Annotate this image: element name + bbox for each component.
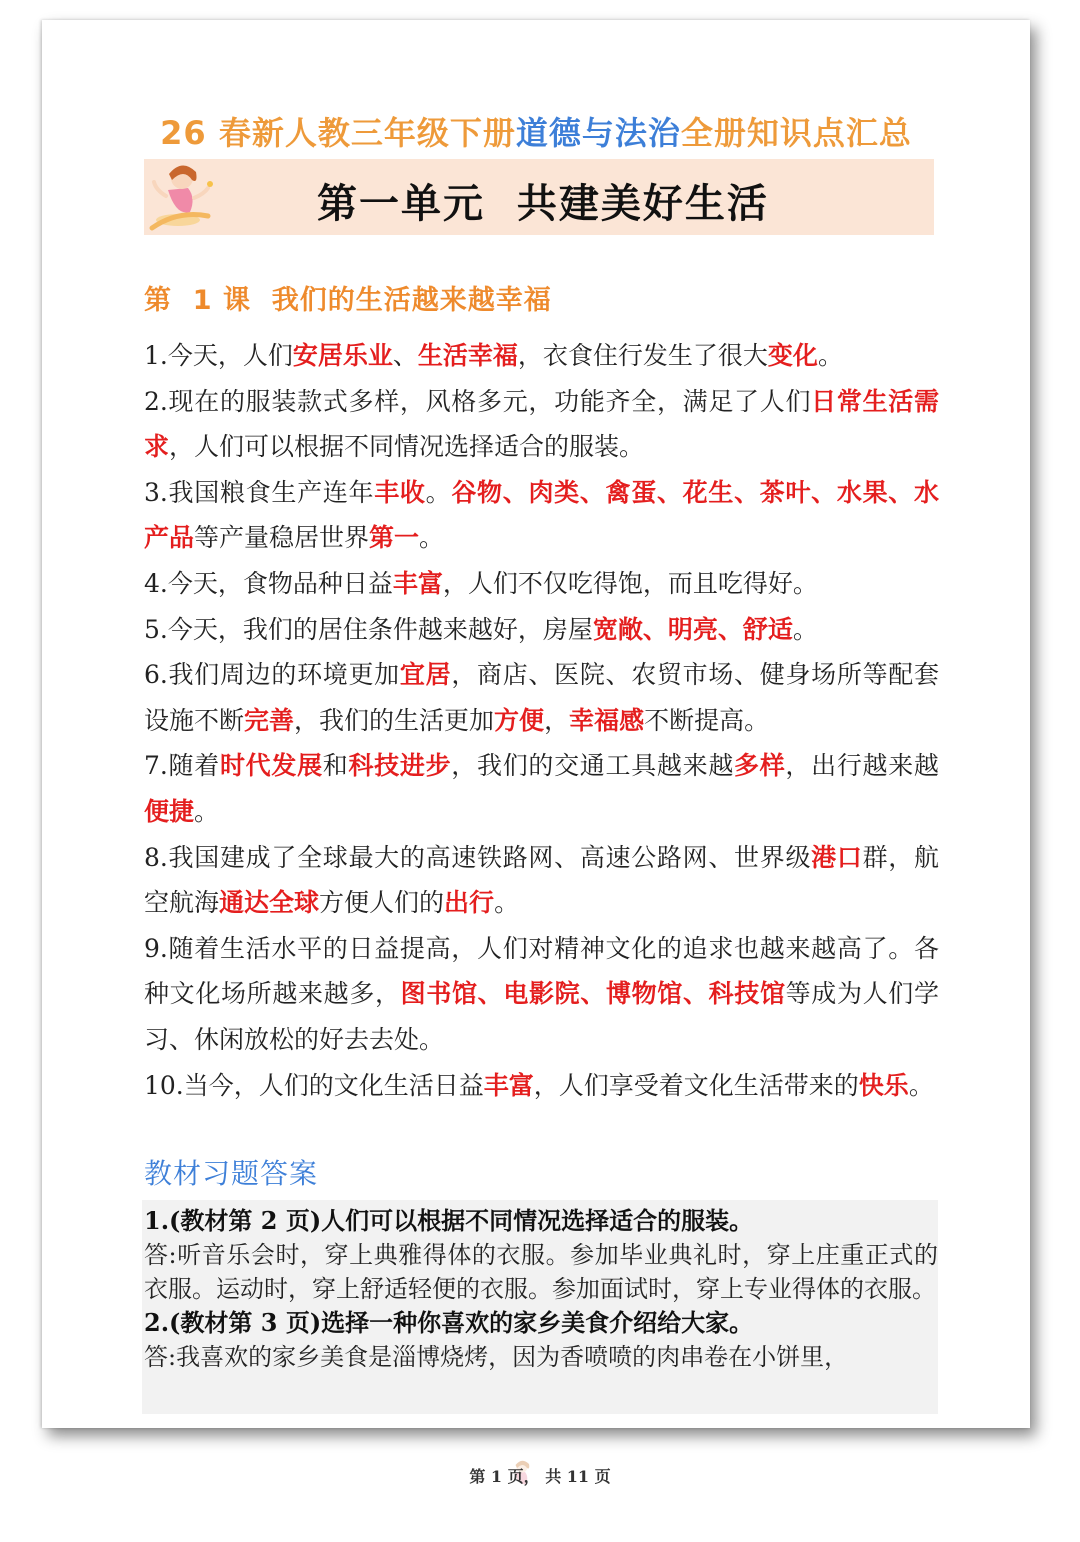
- body-text: 方便人们的: [319, 888, 445, 918]
- body-text: ，我们的交通工具越来越: [451, 751, 735, 781]
- highlight-text: 图书馆、电影院、博物馆、科技馆: [400, 979, 786, 1009]
- exercise-question: 2.(教材第 3 页)选择一种你喜欢的家乡美食介绍给大家。: [144, 1308, 754, 1337]
- body-text: 。: [419, 523, 445, 553]
- highlight-text: 生活幸福: [417, 341, 518, 370]
- document-page: [42, 20, 1030, 1428]
- body-text: 8.我国建成了全球最大的高速铁路网、高速公路网、世界级: [144, 842, 812, 872]
- highlight-text: 丰富: [392, 568, 443, 598]
- body-text: ，商店、医院、农贸市场、健身场所等配套设施不断: [144, 660, 939, 735]
- highlight-text: 日常生活需求: [144, 386, 939, 462]
- title-part-2: 道德与法治: [515, 114, 681, 152]
- knowledge-point: [144, 1063, 939, 1109]
- highlight-text: 科技进步: [348, 751, 452, 781]
- body-text: 4.今天，食物品种日益: [144, 568, 393, 598]
- highlight-text: 安居乐业: [292, 341, 393, 370]
- body-text: ，衣食住行发生了很大: [517, 341, 768, 370]
- highlight-text: 谷物、肉类、禽蛋、花生、茶叶、水果、水产品: [144, 477, 939, 553]
- body-text: 5.今天，我们的居住条件越来越好，房屋: [144, 614, 593, 644]
- body-text: 。: [908, 1070, 934, 1100]
- body-text: 群，航空航海: [144, 842, 939, 918]
- body-text: 3.我国粮食生产连年: [144, 477, 375, 507]
- highlight-text: 丰富: [483, 1070, 534, 1100]
- body-text: 、: [392, 341, 418, 370]
- knowledge-point: [144, 333, 939, 379]
- answers-heading: 教材习题答案: [144, 1157, 319, 1190]
- knowledge-point: [144, 470, 939, 561]
- body-text: 不断提高。: [644, 705, 770, 735]
- highlight-text: 通达全球: [219, 888, 320, 918]
- knowledge-point: [144, 835, 939, 926]
- body-text: 7.随着: [144, 751, 220, 781]
- knowledge-point: [144, 926, 939, 1063]
- lesson-title: 第 1 课 我们的生活越来越幸福: [144, 285, 552, 316]
- knowledge-points-list: [144, 333, 939, 1108]
- body-text: 。: [792, 614, 818, 644]
- body-text: 。: [817, 341, 843, 370]
- exercise-question: 1.(教材第 2 页)人们可以根据不同情况选择适合的服装。: [144, 1206, 754, 1235]
- body-text: 等产量稳居世界: [194, 523, 370, 553]
- body-text: ，出行越来越: [785, 751, 939, 781]
- knowledge-point: [144, 379, 939, 470]
- highlight-text: 第一: [369, 523, 420, 553]
- document-title: [42, 108, 1030, 154]
- highlight-text: 快乐: [858, 1070, 909, 1100]
- answers-box: [142, 1200, 938, 1414]
- body-text: ，人们可以根据不同情况选择适合的服装。: [169, 432, 645, 462]
- body-text: 10.当今，人们的文化生活日益: [144, 1070, 484, 1100]
- knowledge-point: [144, 652, 939, 743]
- highlight-text: 多样: [734, 751, 786, 781]
- body-text: 2.现在的服装款式多样，风格多元，功能齐全，满足了人们: [144, 386, 812, 416]
- knowledge-point: [144, 607, 939, 653]
- body-text: 9.随着生活水平的日益提高，人们对精神文化的追求也越来越高了。各种文化场所越来越多，: [144, 933, 939, 1009]
- highlight-text: 港口: [811, 842, 863, 872]
- exercise-answer: 答:听音乐会时，穿上典雅得体的衣服。参加毕业典礼时，穿上庄重正式的衣服。运动时，穿上舒适轻便的衣服。参加面试时，穿上专业得体的衣服。: [144, 1241, 938, 1303]
- knowledge-point: [144, 743, 939, 834]
- highlight-text: 时代发展: [219, 751, 323, 781]
- highlight-text: 丰收: [374, 477, 426, 507]
- highlight-text: 宽敞、明亮、舒适: [592, 614, 793, 644]
- highlight-text: 变化: [767, 341, 818, 370]
- highlight-text: 出行: [444, 888, 495, 918]
- highlight-text: 便捷: [144, 796, 195, 826]
- body-text: ，: [544, 705, 570, 735]
- body-text: 6.我们周边的环境更加: [144, 660, 400, 690]
- exercise-answer: 答:我喜欢的家乡美食是淄博烧烤，因为香喷喷的肉串卷在小饼里，: [144, 1343, 849, 1371]
- body-text: ，人们不仅吃得饱，而且吃得好。: [442, 568, 818, 598]
- title-part-1: 26 春新人教三年级下册: [160, 114, 516, 152]
- fairy-girl-icon: [138, 150, 218, 242]
- highlight-text: 完善: [244, 705, 295, 735]
- unit-title: 第一单元 共建美好生活: [317, 180, 769, 227]
- body-text: 和: [322, 751, 349, 781]
- body-text: 。: [494, 888, 520, 918]
- highlight-text: 宜居: [399, 660, 452, 690]
- highlight-text: 幸福感: [569, 705, 645, 735]
- knowledge-point: [144, 561, 939, 607]
- body-text: 。: [425, 477, 452, 507]
- highlight-text: 方便: [494, 705, 545, 735]
- body-text: 。: [194, 796, 220, 826]
- page-footer: 第 1 页， 共 11 页: [469, 1467, 611, 1486]
- body-text: ，我们的生活更加: [294, 705, 495, 735]
- body-text: 1.今天，人们: [144, 341, 293, 370]
- body-text: ，人们享受着文化生活带来的: [533, 1070, 859, 1100]
- body-text: 等成为人们学习、休闲放松的好去去处。: [144, 979, 939, 1054]
- title-part-3: 全册知识点汇总: [680, 114, 912, 152]
